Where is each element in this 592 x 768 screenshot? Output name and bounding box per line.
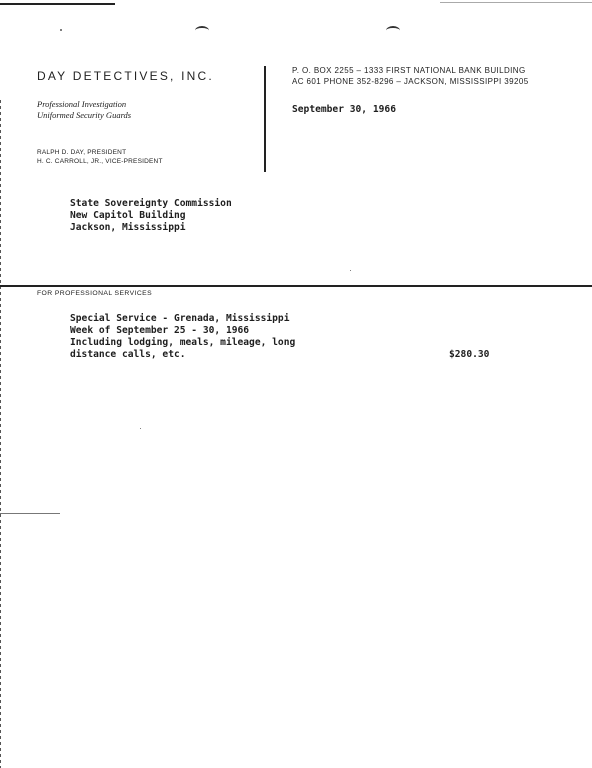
punch-hole-mark-left <box>195 26 209 35</box>
company-name: DAY DETECTIVES, INC. <box>37 69 214 83</box>
service-line-2: Week of September 25 - 30, 1966 <box>70 325 250 336</box>
service-amount: $280.30 <box>449 349 490 360</box>
service-line-3: Including lodging, meals, mileage, long <box>70 337 296 348</box>
tagline-security: Uniformed Security Guards <box>37 110 132 120</box>
page-left-edge <box>0 100 1 768</box>
tagline-investigation: Professional Investigation <box>37 99 127 109</box>
scan-edge-mark-right <box>440 2 592 3</box>
service-line-4: distance calls, etc. <box>70 349 186 360</box>
officer-vice-president: H. C. CARROLL, JR., VICE-PRESIDENT <box>37 158 163 165</box>
officer-president: RALPH D. DAY, PRESIDENT <box>37 149 127 156</box>
recipient-line-2: New Capitol Building <box>70 210 186 221</box>
punch-hole-mark-right <box>386 26 400 35</box>
address-line-2: AC 601 PHONE 352-8296 – JACKSON, MISSISSIPPI 39205 <box>292 77 529 86</box>
speck <box>140 428 141 429</box>
recipient-line-3: Jackson, Mississippi <box>70 222 186 233</box>
speck <box>350 270 351 271</box>
scan-mark <box>0 513 60 514</box>
speck <box>60 29 62 31</box>
recipient-line-1: State Sovereignty Commission <box>70 198 232 209</box>
services-label: FOR PROFESSIONAL SERVICES <box>37 290 152 297</box>
letter-date: September 30, 1966 <box>292 104 396 115</box>
address-line-1: P. O. BOX 2255 – 1333 FIRST NATIONAL BANK BUILDING <box>292 66 526 75</box>
section-divider <box>0 285 592 287</box>
header-divider <box>264 66 266 172</box>
service-line-1: Special Service - Grenada, Mississippi <box>70 313 290 324</box>
scan-edge-mark <box>0 3 115 5</box>
